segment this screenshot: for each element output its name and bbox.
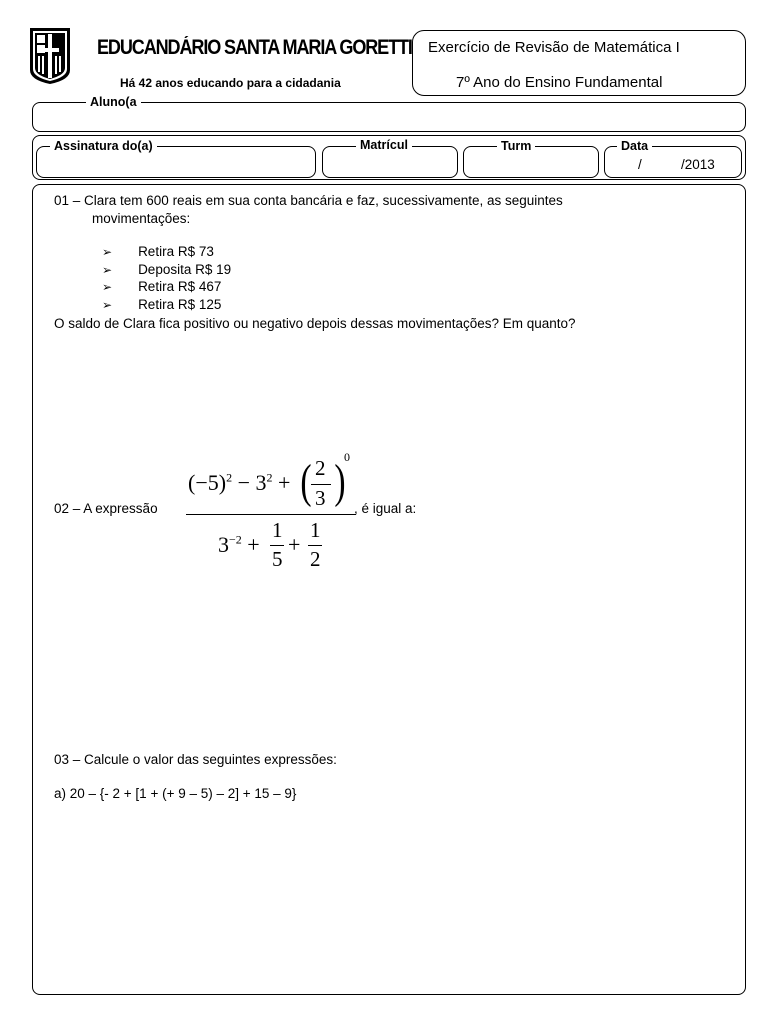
exercise-title: Exercício de Revisão de Matemática I (428, 39, 680, 56)
arrow-bullet-icon: ➢ (102, 245, 113, 259)
den-plus-2: + (288, 532, 301, 557)
den-f1-num: 1 (272, 518, 283, 542)
list-item: ➢ Retira R$ 125 (102, 296, 222, 312)
q1-question: O saldo de Clara fica positivo ou negativo depois dessas movimentações? Em quanto? (54, 316, 576, 331)
date-label: Data (617, 139, 652, 153)
q2-expression: $(-5)^2 - 3^2$ + ( 2 3 ) 0 $3^{-2}$ + 1 5 + 1 2 (180, 448, 360, 578)
frac-den: 3 (315, 486, 326, 510)
den-f2-bar (308, 545, 322, 546)
school-crest-cross-icon (28, 26, 72, 86)
frac-num: 2 (315, 456, 326, 480)
den-plus-1: + (247, 532, 260, 557)
q1-text-line1: 01 – Clara tem 600 reais em sua conta bancária e faz, sucessivamente, as seguintes (54, 193, 563, 208)
q3-title: 03 – Calcule o valor das seguintes expressões: (54, 752, 337, 767)
num-term-a: (−5) (188, 470, 227, 495)
den-f1-den: 5 (272, 547, 283, 571)
class-label: Turm (497, 139, 535, 153)
grade-label: 7º Ano do Ensino Fundamental (456, 74, 663, 91)
school-motto: Há 42 anos educando para a cidadania (120, 76, 341, 90)
q3-item-a: a) 20 – {- 2 + [1 + (+ 9 – 5) – 2] + 15 – 9} (54, 786, 297, 801)
date-year: /2013 (681, 157, 715, 172)
frac-exponent: 0 (344, 450, 350, 464)
date-slash: / (638, 157, 642, 172)
num-term-b: − 3 (237, 470, 267, 495)
frac-bar (311, 484, 331, 485)
den-f2-den: 2 (310, 547, 321, 571)
list-item: ➢ Retira R$ 467 (102, 279, 222, 294)
den-f2-num: 1 (310, 518, 321, 542)
q1-text-line2: movimentações: (92, 211, 191, 226)
q2-prefix: 02 – A expressão (54, 501, 158, 516)
school-logo (28, 26, 72, 86)
paren-left: ( (300, 455, 312, 508)
den-f1-bar (270, 545, 284, 546)
arrow-bullet-icon: ➢ (102, 297, 113, 312)
q2-suffix: , é igual a: (354, 501, 417, 516)
q1-movements-list (102, 244, 231, 314)
school-name: EDUCANDÁRIO SANTA MARIA GORETTI (97, 36, 412, 59)
signature-label: Assinatura do(a) (50, 139, 157, 153)
student-label: Aluno(a (86, 95, 141, 109)
den-term-a: 3 (218, 532, 229, 557)
num-plus: + (277, 470, 291, 495)
arrow-bullet-icon: ➢ (102, 280, 113, 294)
list-item: ➢ Retira R$ 73 (102, 244, 214, 259)
main-fraction-bar (186, 514, 356, 515)
enrollment-label: Matrícul (356, 138, 412, 152)
list-item: ➢ Deposita R$ 19 (102, 261, 232, 277)
arrow-bullet-icon: ➢ (102, 262, 113, 277)
paren-right: ) (334, 455, 346, 508)
